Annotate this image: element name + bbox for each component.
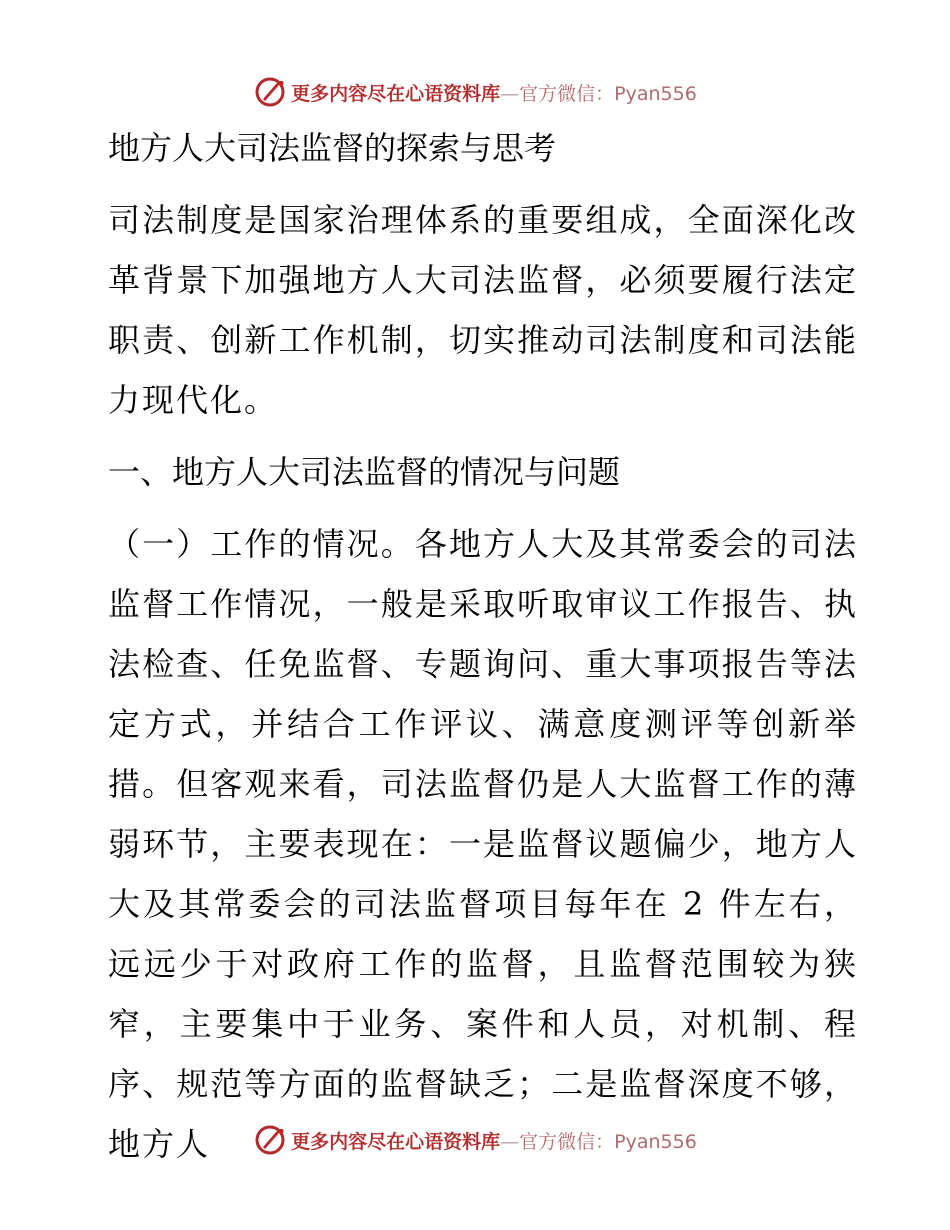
watermark-dash: — bbox=[500, 82, 520, 105]
feather-pen-logo-icon bbox=[253, 75, 287, 109]
watermark-dash: — bbox=[500, 1130, 520, 1153]
document-title: 地方人大司法监督的探索与思考 bbox=[108, 129, 557, 167]
document-content bbox=[98, 118, 858, 1174]
watermark-text bbox=[291, 79, 697, 106]
watermark-banner-top bbox=[0, 72, 950, 112]
watermark-main: 更多内容尽在心语资料库 bbox=[291, 1130, 501, 1153]
watermark-wechat: 官方微信：Pyan556 bbox=[519, 1130, 697, 1153]
feather-pen-logo-icon bbox=[253, 1123, 287, 1157]
intro-paragraph: 司法制度是国家治理体系的重要组成，全面深化改革背景下加强地方人大司法监督，必须要履行法定职责、创新工作机制，切实推动司法制度和司法能力现代化。 bbox=[108, 201, 858, 419]
watermark-banner-bottom bbox=[0, 1120, 950, 1160]
section1-heading: 一、地方人大司法监督的情况与问题 bbox=[108, 453, 621, 491]
watermark-main: 更多内容尽在心语资料库 bbox=[291, 82, 501, 105]
watermark-text bbox=[291, 1127, 697, 1154]
section1-paragraph: （一）工作的情况。各地方人大及其常委会的司法监督工作情况，一般是采取听取审议工作报告、执法检查、任免监督、专题询问、重大事项报告等法定方式，并结合工作评议、满意度测评等创新举措。但客观来看，司法监督仍是人大监督工作的薄弱环节，主要表现在：一是监督议题偏少，地方人大及其常委会的司法监督项目每年在 2 件左右，远远少于对政府工作的监督，且监督范围较为狭窄，主要集中于业务、案件和人员，对机制、程序、规范等方面的监督缺乏；二是监督深度不够，地方人 bbox=[108, 525, 858, 1163]
watermark-wechat: 官方微信：Pyan556 bbox=[519, 82, 697, 105]
